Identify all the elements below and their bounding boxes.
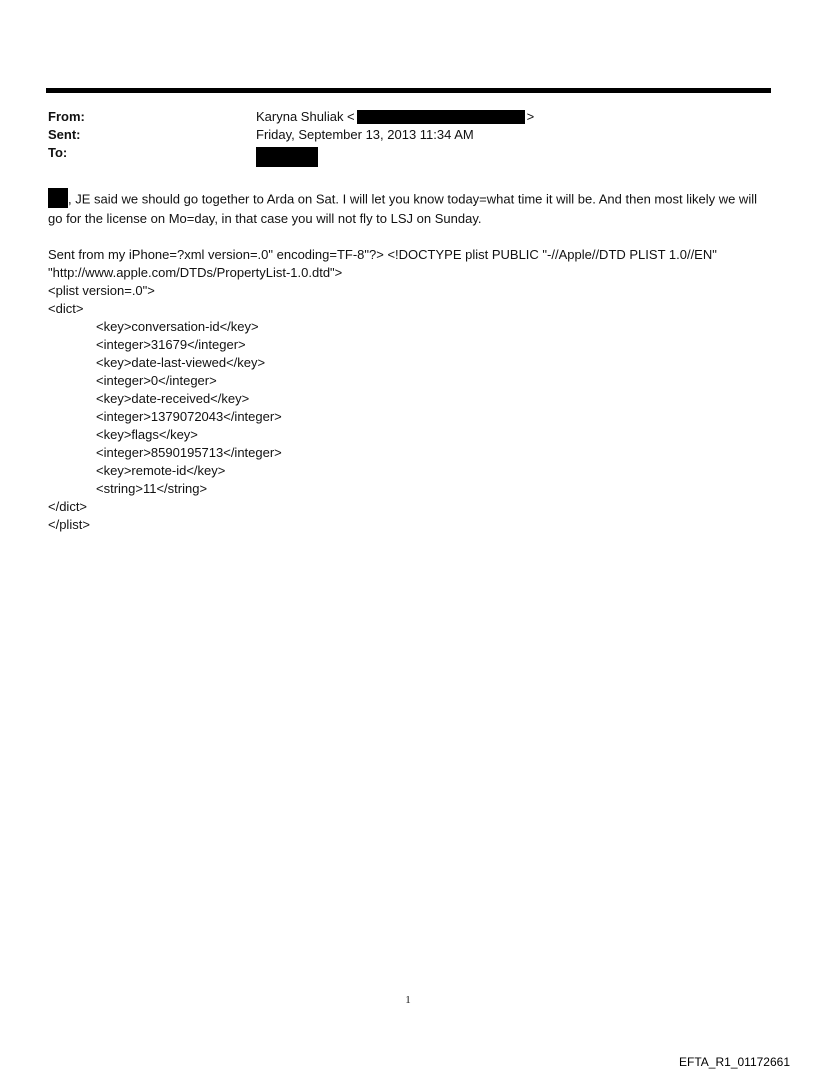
body-line: <dict>: [48, 301, 84, 316]
body-line: <integer>1379072043</integer>: [96, 409, 282, 424]
to-row: [48, 144, 768, 162]
sent-label: Sent:: [48, 127, 81, 142]
sent-row: [48, 126, 768, 144]
body-line: Sent from my iPhone=?xml version=.0" encoding=TF-8"?> <!DOCTYPE plist PUBLIC "-//Apple//DTD PLIST 1.0//EN": [48, 247, 717, 262]
body-line: <integer>8590195713</integer>: [96, 445, 282, 460]
to-label: To:: [48, 145, 68, 160]
from-value: [256, 108, 534, 126]
page-number: 1: [405, 994, 411, 1006]
body-line: <string>11</string>: [96, 481, 208, 496]
body-line: <key>remote-id</key>: [96, 463, 226, 478]
redacted-name-block: [48, 188, 68, 208]
body-line: <plist version=.0">: [48, 283, 155, 298]
email-header: [48, 108, 768, 162]
body-line: <integer>31679</integer>: [96, 337, 246, 352]
to-value: [256, 144, 318, 164]
body-line: <key>conversation-id</key>: [96, 319, 259, 334]
body-line: <key>date-received</key>: [96, 391, 250, 406]
paragraph-spacer: [48, 228, 773, 246]
body-line: </dict>: [48, 499, 88, 514]
redacted-recipient-block: [256, 147, 318, 167]
sender-name: Karyna Shuliak <: [256, 109, 355, 124]
document-id: EFTA_R1_01172661: [679, 1055, 790, 1069]
message-paragraph: [48, 190, 773, 228]
body-line: <key>date-last-viewed</key>: [96, 355, 266, 370]
sender-email-close: >: [526, 109, 535, 124]
body-line: <key>flags</key>: [96, 427, 198, 442]
body-line: </plist>: [48, 517, 90, 532]
from-label: From:: [48, 109, 85, 124]
redacted-email-block: [357, 110, 525, 124]
message-text: , JE said we should go together to Arda on Sat. I will let you know today=what time it will be. And then most likely we will go for the license on Mo=day, in that case you will not fly to LSJ on Sunday.: [48, 191, 757, 226]
sent-date: Friday, September 13, 2013 11:34 AM: [256, 127, 474, 142]
body-line: "http://www.apple.com/DTDs/PropertyList-1.0.dtd">: [48, 265, 343, 280]
from-row: [48, 108, 768, 126]
body-line: <integer>0</integer>: [96, 373, 217, 388]
header-rule: [46, 88, 771, 93]
email-body: [48, 190, 773, 534]
